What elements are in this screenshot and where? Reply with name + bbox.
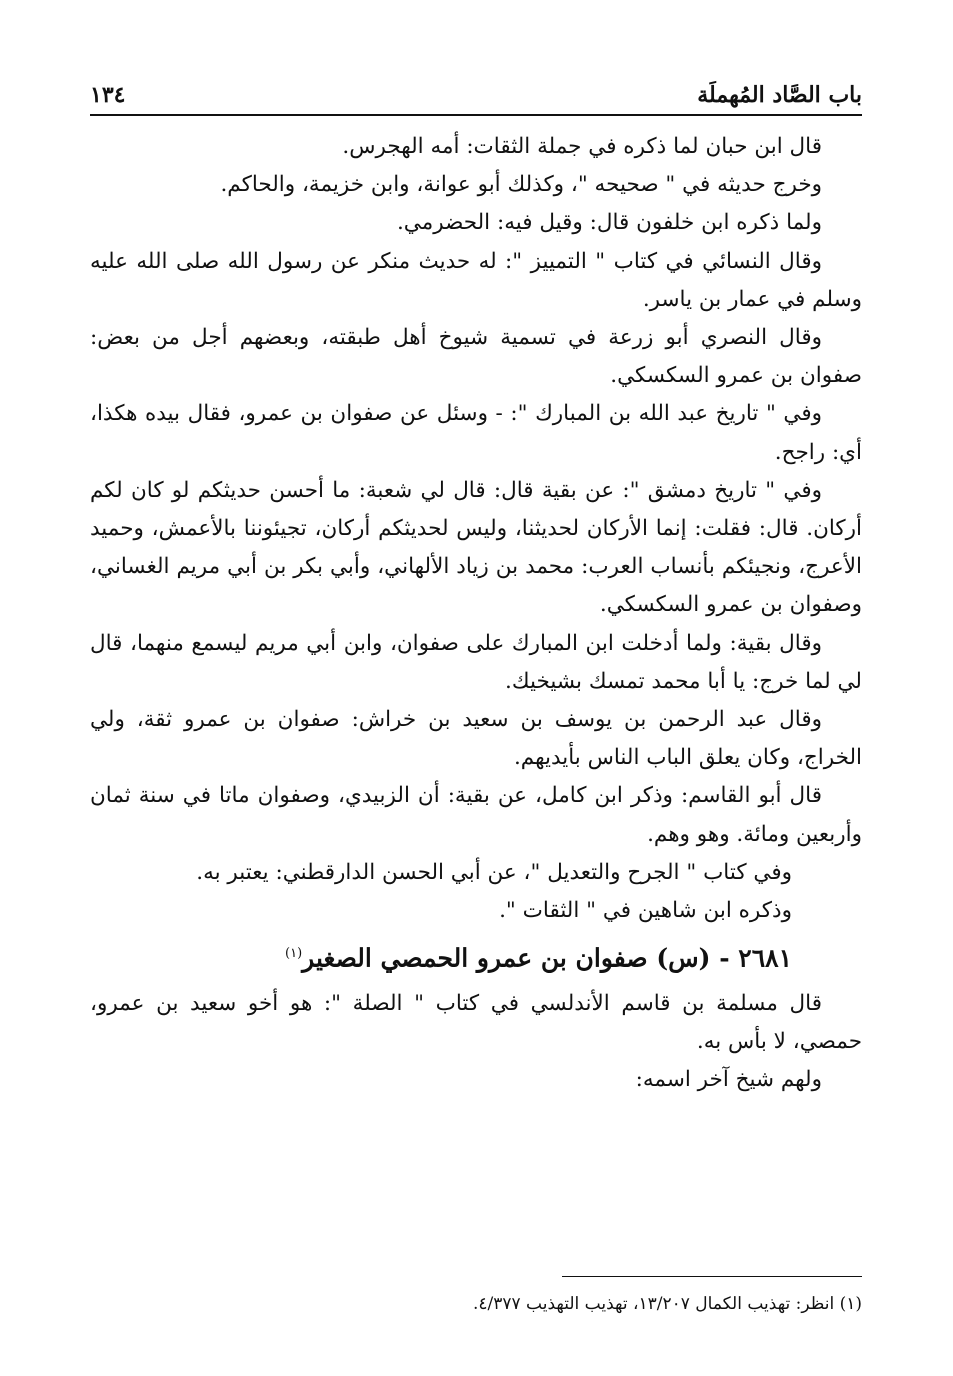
paragraph: وقال النسائي في كتاب " التمييز ": له حديث منكر عن رسول الله صلى الله عليه وسلم في عمار بن ياسر. (90, 248, 862, 312)
paragraph: قال ابن حبان لما ذكره في جملة الثقات: أمه الهجرس. (342, 134, 822, 159)
book-page (90, 0, 862, 1376)
paragraph: وذكره ابن شاهين في " الثقات ". (499, 898, 792, 924)
paragraph: وفي " تاريخ عبد الله بن المبارك ": - وسئل عن صفوان بن عمرو، فقال بيده هكذا، أي: راجح. (90, 401, 862, 465)
paragraph: قال مسلمة بن قاسم الأندلسي في كتاب " الصلة ": هو أخو سعيد بن عمرو، حمصي، لا بأس به. (90, 990, 862, 1054)
footnote-divider (562, 1276, 862, 1277)
paragraph: وقال عبد الرحمن بن يوسف بن سعيد بن خراش: صفوان بن عمرو ثقة، ولي الخراج، وكان يعلق الباب الناس بأيديهم. (90, 707, 862, 771)
paragraph: وقال بقية: ولما أدخلت ابن المبارك على صفوان، وابن أبي مريم ليسمع منهما، قال لي لما خرج: يا أبا محمد تمسك بشيخيك. (90, 630, 862, 694)
paragraph: وخرج حديثه في " صحيحه "، وكذلك أبو عوانة، وابن خزيمة، والحاكم. (220, 172, 822, 198)
paragraph: وفي " تاريخ دمشق ": عن بقية قال: قال لي شعبة: ما أحسن حديثكم لو كان لكم أركان. قال: فقلت: إنما الأركان لحديثنا، وليس لحديثكم أركان، تجيئوننا بالأعمش، وحميد الأعرج، ونجيئكم بأنساب العرب: محمد بن زياد الألهاني، وأبي بكر بن أبي مريم الغساني، وصفوان بن عمرو السكسكي. (90, 477, 862, 618)
page-number: ١٣٤ (90, 82, 126, 108)
body-text (90, 128, 862, 1099)
running-head (90, 68, 862, 116)
paragraph: وفي كتاب " الجرح والتعديل "، عن أبي الحسن الدارقطني: يعتبر به. (196, 859, 792, 885)
paragraph: ولهم شيخ آخر اسمه: (635, 1067, 822, 1092)
paragraph: ولما ذكره ابن خلفون قال: وقيل فيه: الحضرمي. (396, 210, 822, 236)
paragraph: وقال النصري أبو زرعة في تسمية شيوخ أهل طبقته، وبعضهم أجل من بعض: صفوان بن عمرو السكسكي. (90, 325, 862, 389)
entry-heading-text: ٢٦٨١ - (س) صفوان بن عمرو الحمصي الصغير (302, 943, 792, 973)
chapter-title: باب الصَّاد المُهملَة (697, 82, 862, 108)
paragraph: قال أبو القاسم: وذكر ابن كامل، عن بقية: أن الزبيدي، وصفوان ماتا في سنة ثمان وأربعين ومائة. وهو وهم. (90, 783, 862, 847)
footnote-marker: (١) (285, 946, 303, 962)
entry-heading (90, 932, 862, 980)
footnote: (١) انظر: تهذيب الكمال ١٣/٢٠٧، تهذيب التهذيب ٤/٣٧٧. (472, 1294, 862, 1314)
